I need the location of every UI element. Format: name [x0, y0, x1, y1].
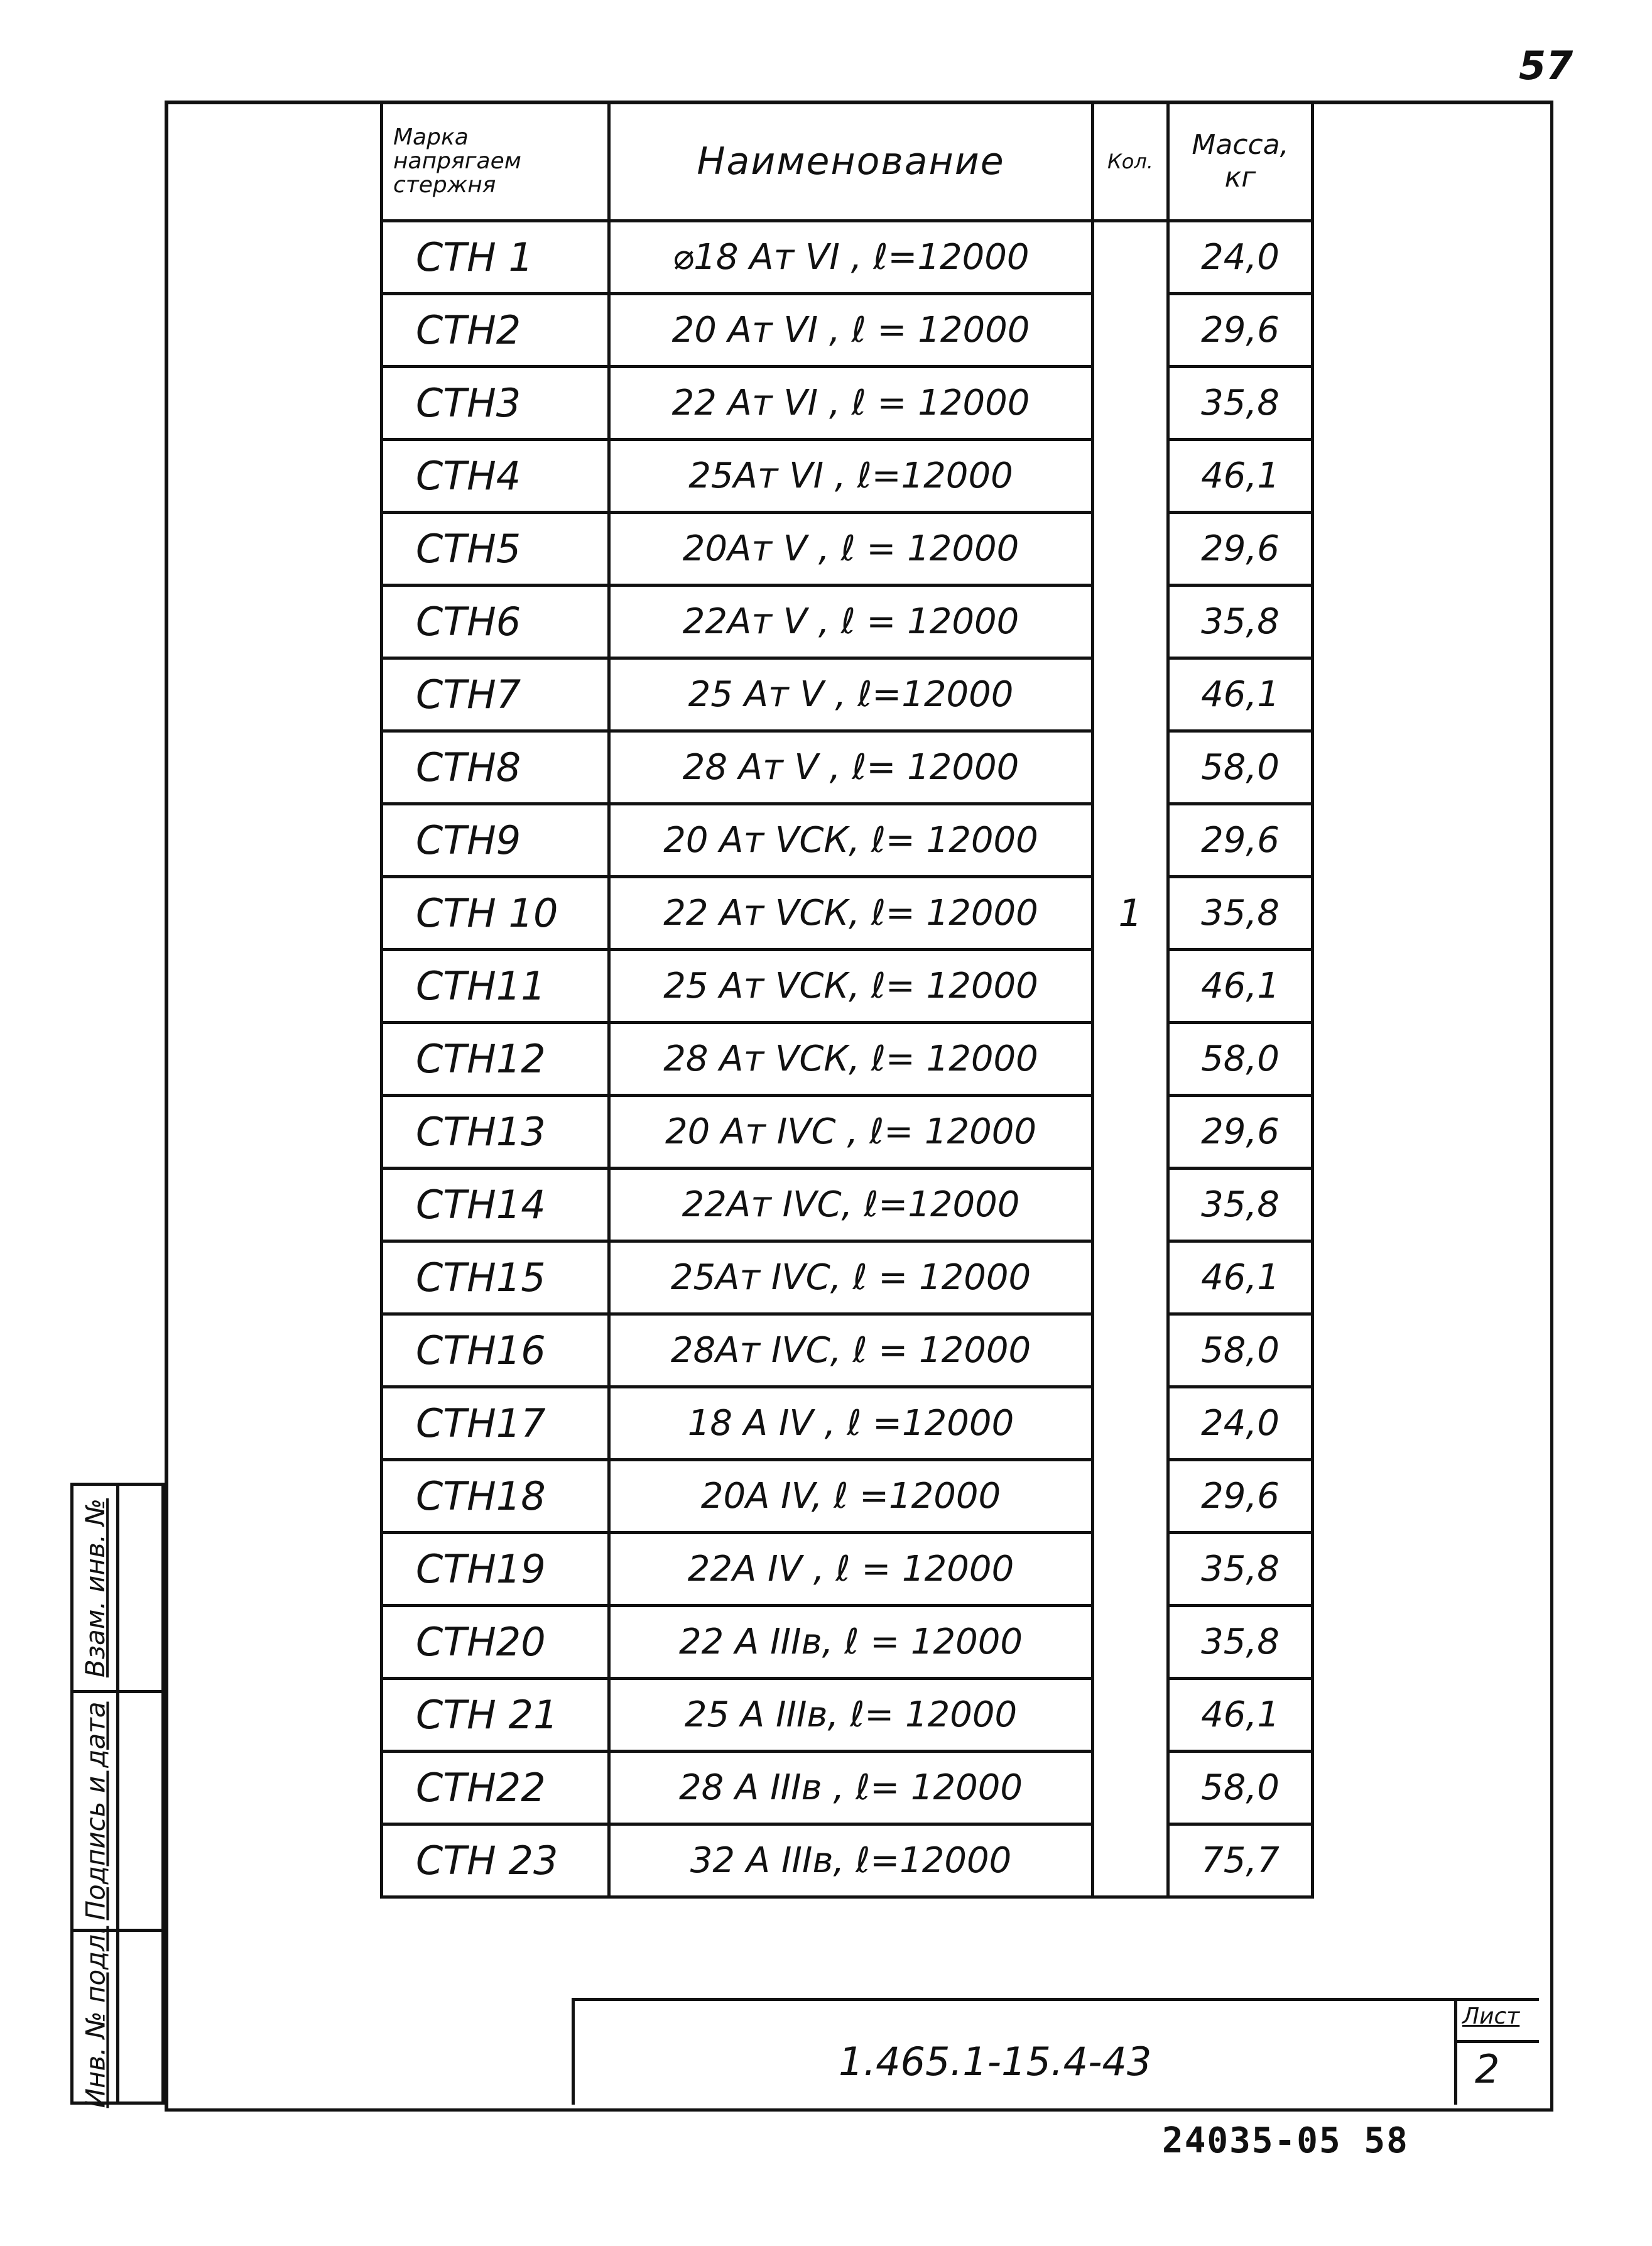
row-name: 25 Aт VСК, ℓ= 12000 — [609, 950, 1093, 1023]
row-mark: СТН3 — [382, 367, 609, 440]
table-row — [382, 658, 1313, 731]
side-stamp-divider — [116, 1486, 119, 2102]
row-name: 25 Aт V , ℓ=12000 — [609, 658, 1093, 731]
document-designation: 1.465.1-15.4-43 — [839, 2039, 1152, 2085]
row-qty — [1093, 950, 1168, 1023]
row-mass: 29,6 — [1168, 513, 1313, 586]
table-row — [382, 1824, 1313, 1897]
row-mass: 29,6 — [1168, 1096, 1313, 1169]
row-mark: СТН11 — [382, 950, 609, 1023]
table-row — [382, 1096, 1313, 1169]
row-name: 28Aт IVС, ℓ = 12000 — [609, 1314, 1093, 1387]
table-row — [382, 1752, 1313, 1824]
row-name: 22Aт IVС, ℓ=12000 — [609, 1169, 1093, 1241]
row-qty — [1093, 1169, 1168, 1241]
sheet-divider — [1457, 2040, 1539, 2043]
table-row — [382, 1241, 1313, 1314]
table-body — [382, 221, 1313, 1897]
header-mass — [1168, 102, 1313, 221]
row-name: 28 A IIIв , ℓ= 12000 — [609, 1752, 1093, 1824]
table-row — [382, 1169, 1313, 1241]
row-mark: СТН 23 — [382, 1824, 609, 1897]
row-mark: СТН19 — [382, 1533, 609, 1606]
row-name: 22 Aт VI , ℓ = 12000 — [609, 367, 1093, 440]
row-mark: СТН22 — [382, 1752, 609, 1824]
table-row — [382, 1023, 1313, 1096]
row-qty — [1093, 804, 1168, 877]
row-mark: СТН 10 — [382, 877, 609, 950]
header-mass-line: кг — [1224, 161, 1256, 194]
row-mark: СТН14 — [382, 1169, 609, 1241]
header-qty: Кол. — [1093, 102, 1168, 221]
row-mass: 35,8 — [1168, 877, 1313, 950]
row-name: 25 A IIIв, ℓ= 12000 — [609, 1679, 1093, 1752]
side-stamp — [70, 1483, 165, 2108]
row-mass: 58,0 — [1168, 1314, 1313, 1387]
table-row — [382, 1679, 1313, 1752]
side-stamp-signature-date: Подпись и дата — [80, 1701, 111, 1921]
row-mass: 46,1 — [1168, 1241, 1313, 1314]
header-name: Наименование — [609, 102, 1093, 221]
row-qty — [1093, 513, 1168, 586]
sheet-box — [1454, 2001, 1539, 2105]
row-name: 20 Aт VI , ℓ = 12000 — [609, 294, 1093, 367]
row-qty — [1093, 1606, 1168, 1679]
table-row — [382, 367, 1313, 440]
row-mass: 58,0 — [1168, 731, 1313, 804]
row-mark: СТН4 — [382, 440, 609, 513]
title-block — [572, 1998, 1539, 2105]
row-name: 22A IV , ℓ = 12000 — [609, 1533, 1093, 1606]
row-qty — [1093, 731, 1168, 804]
row-qty — [1093, 1824, 1168, 1897]
row-name: ⌀18 Aт VI , ℓ=12000 — [609, 221, 1093, 294]
row-name: 22Aт V , ℓ = 12000 — [609, 586, 1093, 658]
row-qty — [1093, 1314, 1168, 1387]
row-qty — [1093, 1387, 1168, 1460]
table-row — [382, 1606, 1313, 1679]
row-mark: СТН12 — [382, 1023, 609, 1096]
table-row — [382, 804, 1313, 877]
row-mass: 29,6 — [1168, 294, 1313, 367]
row-mark: СТН17 — [382, 1387, 609, 1460]
row-mark: СТН15 — [382, 1241, 609, 1314]
row-mark: СТН16 — [382, 1314, 609, 1387]
row-name: 32 A IIIв, ℓ=12000 — [609, 1824, 1093, 1897]
specification-table — [380, 101, 1314, 1899]
row-qty — [1093, 658, 1168, 731]
header-mark-line: Марка — [393, 124, 469, 150]
row-qty — [1093, 294, 1168, 367]
row-qty: 1 — [1093, 877, 1168, 950]
row-mark: СТН6 — [382, 586, 609, 658]
table-row — [382, 877, 1313, 950]
row-mark: СТН 21 — [382, 1679, 609, 1752]
row-mark: СТН20 — [382, 1606, 609, 1679]
table-row — [382, 513, 1313, 586]
row-mass: 46,1 — [1168, 1679, 1313, 1752]
row-mass: 29,6 — [1168, 1460, 1313, 1533]
row-qty — [1093, 367, 1168, 440]
row-name: 20 Aт IVС , ℓ= 12000 — [609, 1096, 1093, 1169]
row-mass: 46,1 — [1168, 658, 1313, 731]
row-qty — [1093, 221, 1168, 294]
header-mark-line: стержня — [393, 172, 496, 198]
row-qty — [1093, 1679, 1168, 1752]
row-name: 22 Aт VСК, ℓ= 12000 — [609, 877, 1093, 950]
row-name: 25Aт VI , ℓ=12000 — [609, 440, 1093, 513]
sheet-number: 2 — [1475, 2046, 1500, 2092]
row-qty — [1093, 586, 1168, 658]
row-mass: 24,0 — [1168, 1387, 1313, 1460]
table-row — [382, 1387, 1313, 1460]
row-mass: 75,7 — [1168, 1824, 1313, 1897]
row-mark: СТН13 — [382, 1096, 609, 1169]
row-mark: СТН5 — [382, 513, 609, 586]
header-mark — [382, 102, 609, 221]
table-row — [382, 440, 1313, 513]
row-qty — [1093, 1241, 1168, 1314]
table-row — [382, 221, 1313, 294]
row-mass: 46,1 — [1168, 950, 1313, 1023]
row-qty — [1093, 1752, 1168, 1824]
row-mass: 24,0 — [1168, 221, 1313, 294]
row-name: 20Aт V , ℓ = 12000 — [609, 513, 1093, 586]
table-row — [382, 731, 1313, 804]
side-stamp-inv-original: Инв. № подл. — [80, 1926, 111, 2108]
row-qty — [1093, 1460, 1168, 1533]
row-name: 20A IV, ℓ =12000 — [609, 1460, 1093, 1533]
row-name: 25Aт IVС, ℓ = 12000 — [609, 1241, 1093, 1314]
row-mass: 58,0 — [1168, 1023, 1313, 1096]
row-mass: 58,0 — [1168, 1752, 1313, 1824]
row-mass: 35,8 — [1168, 1606, 1313, 1679]
row-mass: 35,8 — [1168, 586, 1313, 658]
row-mark: СТН8 — [382, 731, 609, 804]
row-qty — [1093, 1096, 1168, 1169]
table-header-row — [382, 102, 1313, 221]
row-mass: 35,8 — [1168, 367, 1313, 440]
row-mark: СТН 1 — [382, 221, 609, 294]
row-mass: 35,8 — [1168, 1169, 1313, 1241]
header-mark-line: напрягаем — [393, 148, 521, 174]
header-mass-line: Масса, — [1192, 129, 1289, 161]
row-mass: 29,6 — [1168, 804, 1313, 877]
table-row — [382, 294, 1313, 367]
row-name: 28 Aт VСК, ℓ= 12000 — [609, 1023, 1093, 1096]
table-row — [382, 1314, 1313, 1387]
row-mass: 35,8 — [1168, 1533, 1313, 1606]
table-row — [382, 1460, 1313, 1533]
row-name: 18 A IV , ℓ =12000 — [609, 1387, 1093, 1460]
side-stamp-inv-replaced: Взам. инв. № — [80, 1498, 111, 1678]
table-row — [382, 586, 1313, 658]
row-name: 20 Aт VСК, ℓ= 12000 — [609, 804, 1093, 877]
row-mass: 46,1 — [1168, 440, 1313, 513]
row-mark: СТН9 — [382, 804, 609, 877]
table-row — [382, 950, 1313, 1023]
page-number: 57 — [1519, 43, 1573, 89]
row-qty — [1093, 440, 1168, 513]
row-name: 28 Aт V , ℓ= 12000 — [609, 731, 1093, 804]
archive-number: 24035-05 58 — [1162, 2120, 1409, 2161]
sheet-label: Лист — [1462, 2003, 1520, 2029]
row-mark: СТН7 — [382, 658, 609, 731]
row-qty — [1093, 1023, 1168, 1096]
row-mark: СТН2 — [382, 294, 609, 367]
row-qty — [1093, 1533, 1168, 1606]
table-row — [382, 1533, 1313, 1606]
row-name: 22 A IIIв, ℓ = 12000 — [609, 1606, 1093, 1679]
row-mark: СТН18 — [382, 1460, 609, 1533]
